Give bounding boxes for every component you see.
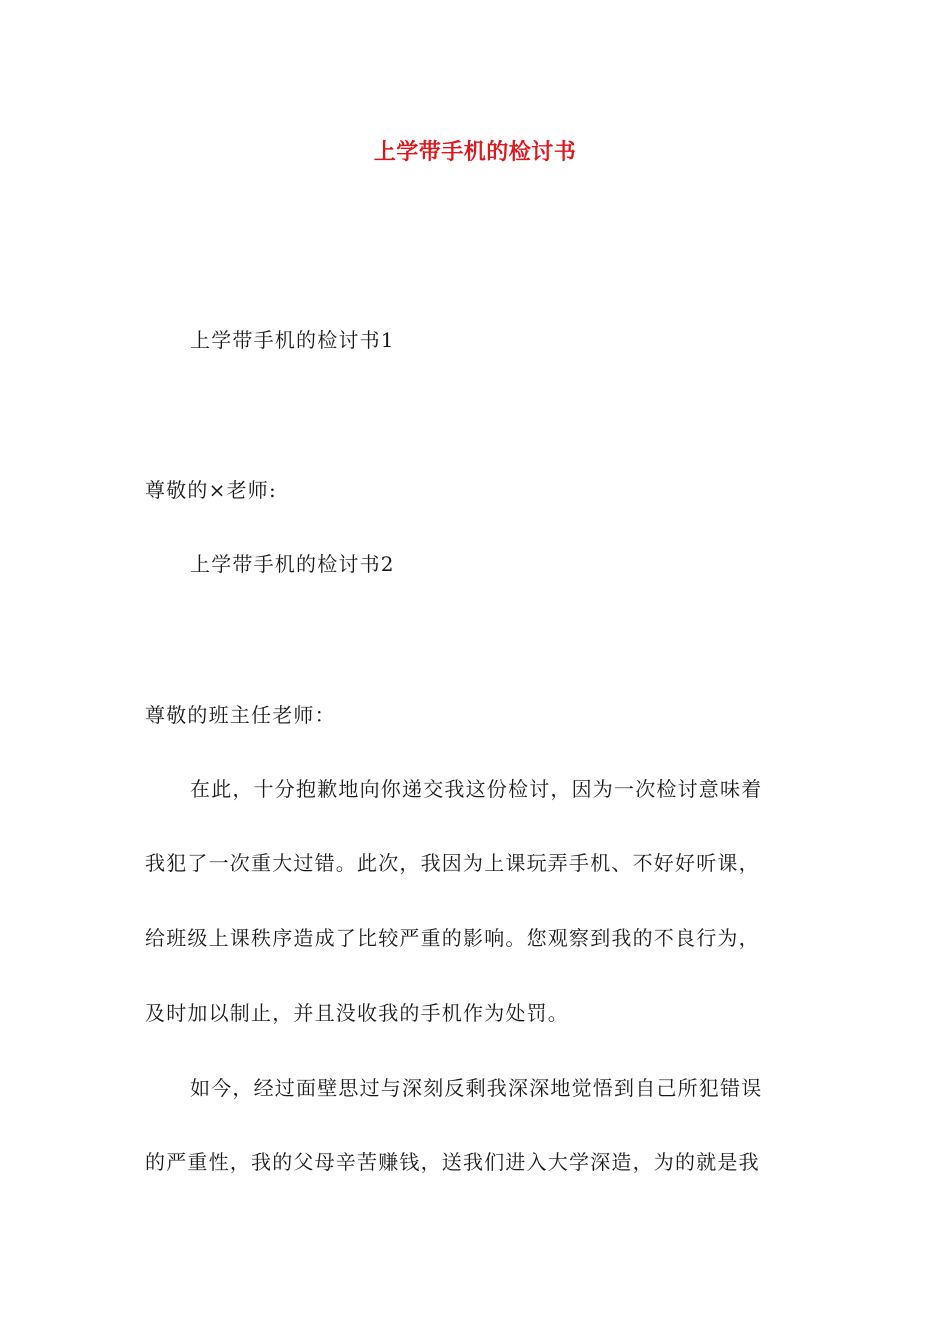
document-title: 上学带手机的检讨书 [373,139,577,165]
paragraph-line: 如今，经过面壁思过与深刻反剩我深深地觉悟到自己所犯错误 [190,1076,763,1100]
paragraph-line: 的严重性，我的父母辛苦赚钱，送我们进入大学深造，为的就是我 [145,1150,760,1174]
paragraph-line: 在此，十分抱歉地向你递交我这份检讨，因为一次检讨意味着 [190,777,763,801]
salutation-2: 尊敬的班主任老师： [145,703,336,727]
paragraph-line: 我犯了一次重大过错。此次，我因为上课玩弄手机、不好好听课， [145,851,760,875]
paragraph-line: 及时加以制止，并且没收我的手机作为处罚。 [145,1001,569,1025]
section-heading-2: 上学带手机的检讨书2 [190,552,395,576]
paragraph-line: 给班级上课秩序造成了比较严重的影响。您观察到我的不良行为， [145,926,760,950]
section-heading-1: 上学带手机的检讨书1 [190,328,395,352]
salutation-1: 尊敬的×老师: [145,478,277,502]
